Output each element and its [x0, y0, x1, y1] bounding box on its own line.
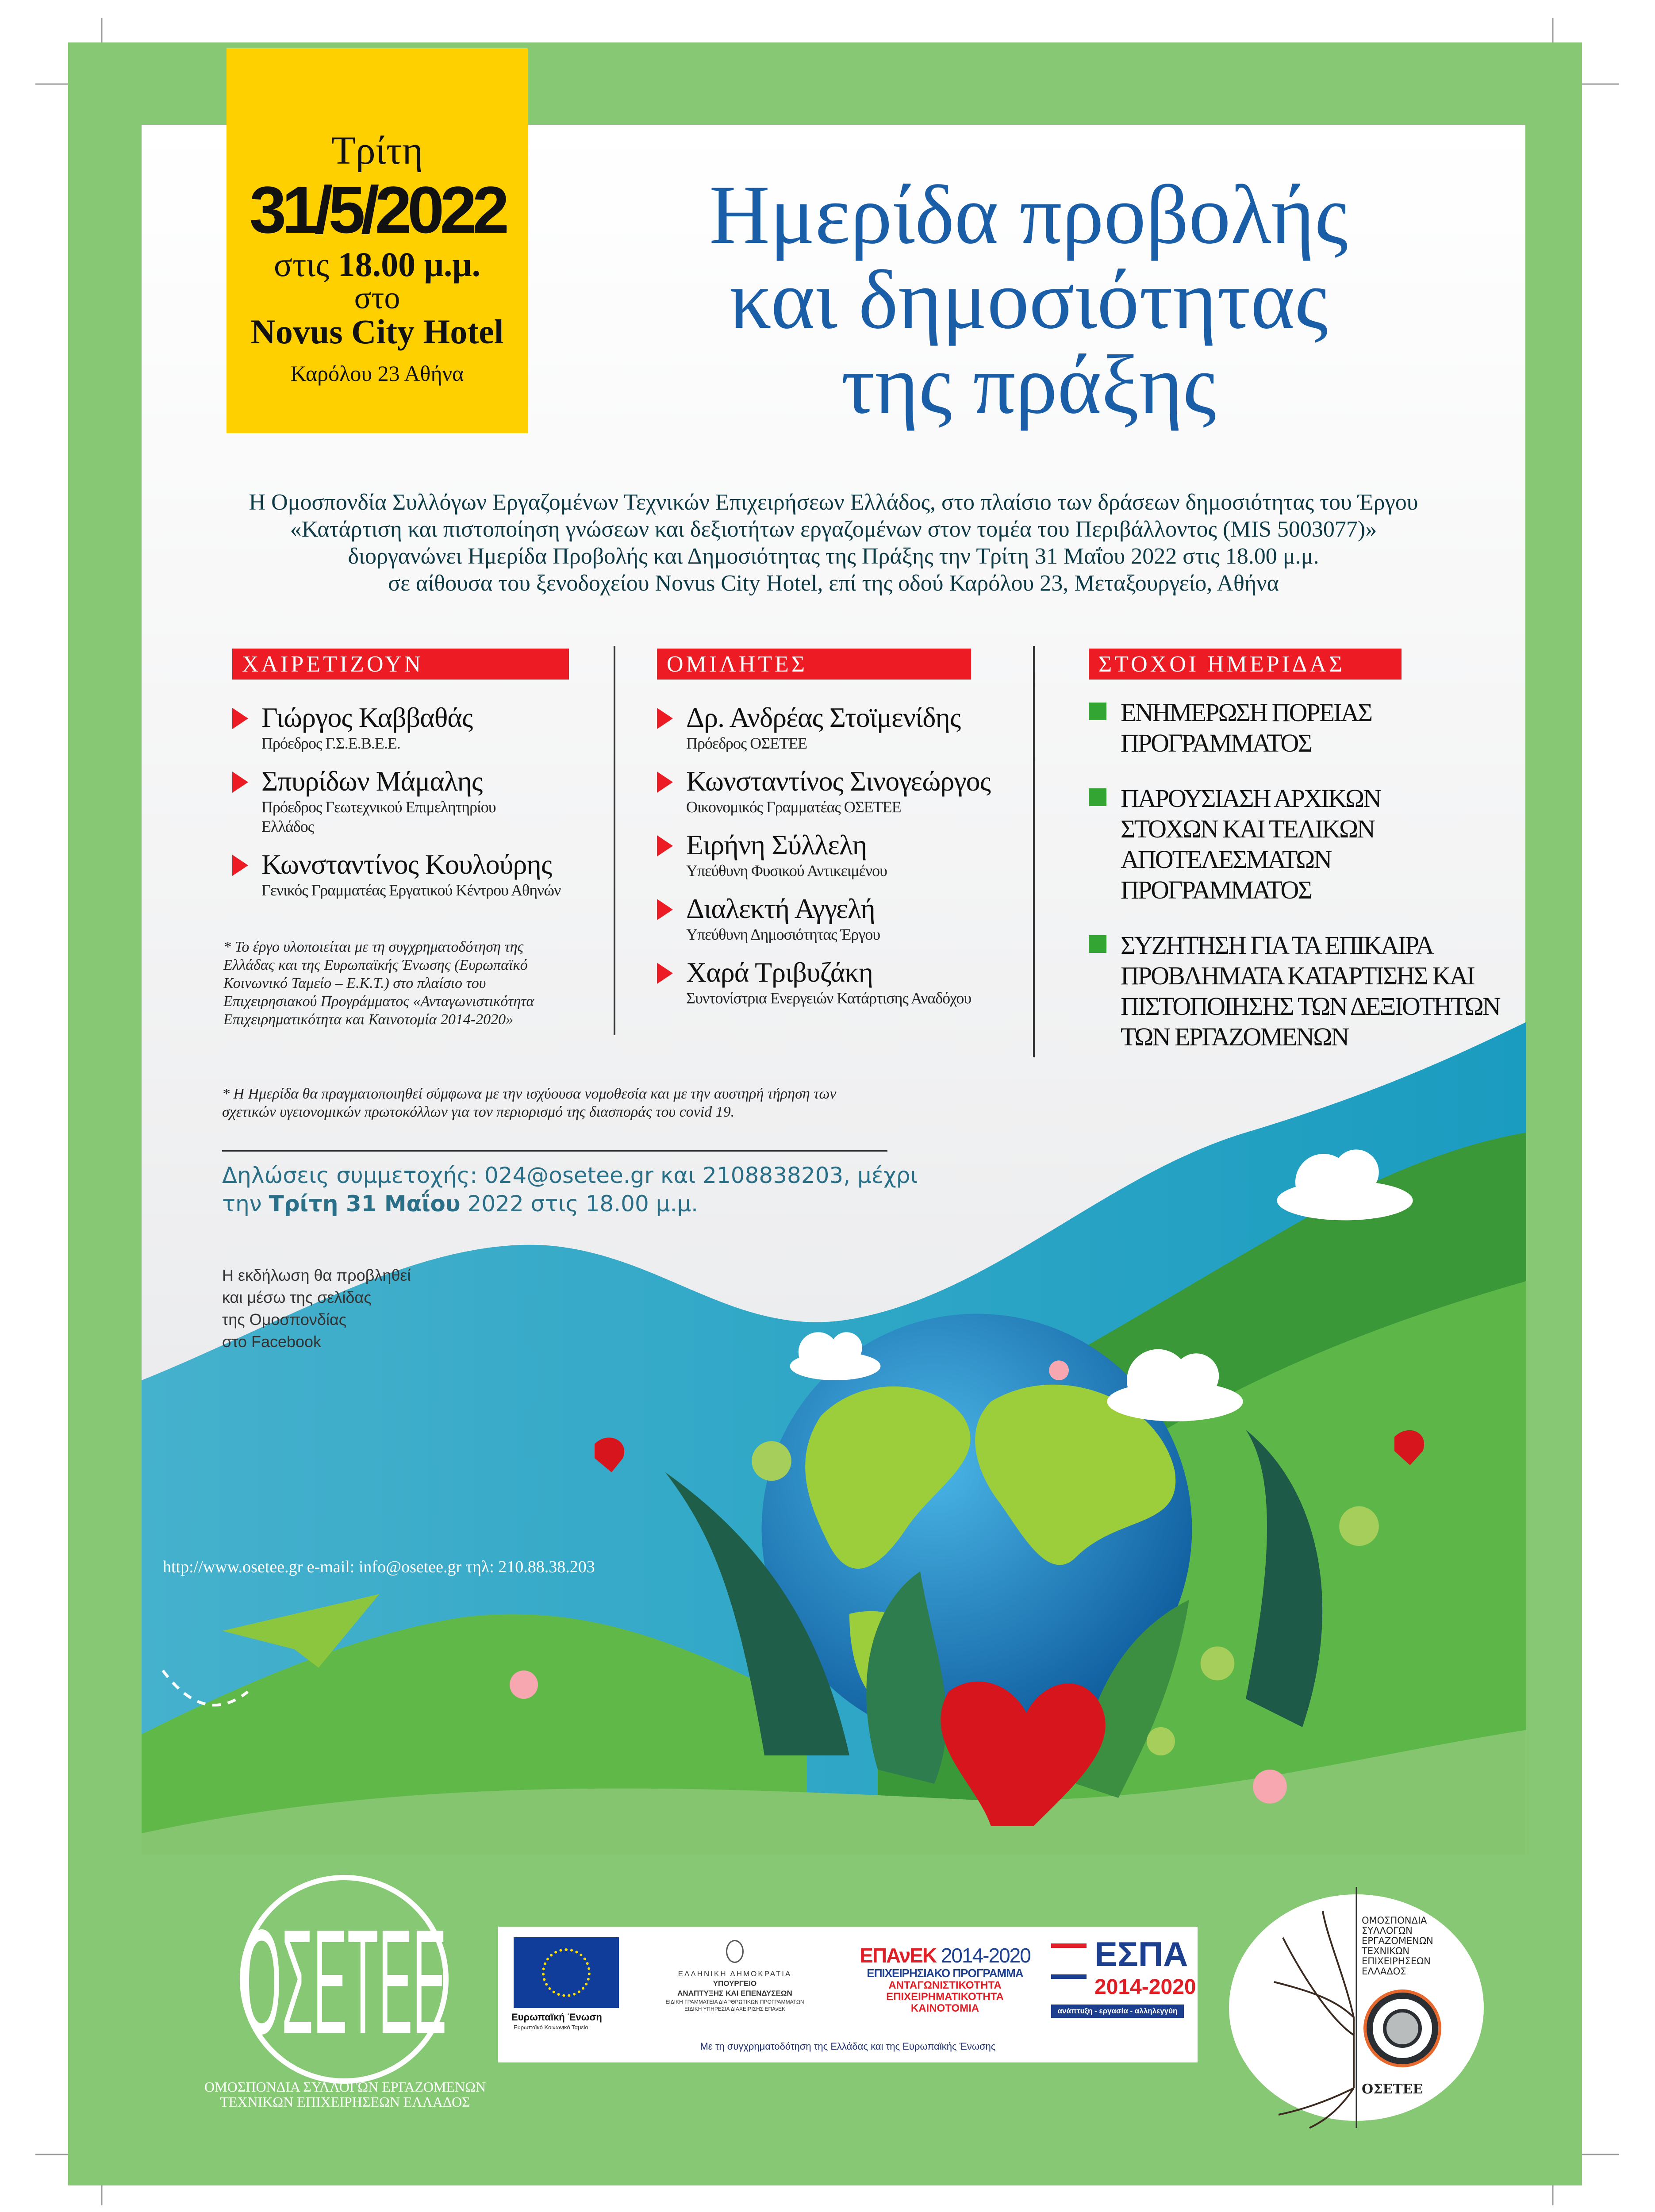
person-name: Χαρά Τριβυζάκη — [686, 956, 873, 988]
goals-heading: ΣΤΟΧΟΙ ΗΜΕΡΙΔΑΣ — [1089, 649, 1402, 680]
green-square-icon — [1089, 703, 1106, 720]
person-name: Κωνσταντίνος Σινογεώργος — [686, 765, 991, 797]
epanek-logo — [845, 1944, 1044, 2014]
greetings-heading: ΧΑΙΡΕΤΙΖΟΥΝ — [232, 649, 569, 680]
red-triangle-icon — [657, 772, 673, 793]
espa-tagline: ανάπτυξη - εργασία - αλληλεγγύη — [1051, 2005, 1184, 2018]
greek-emblem-icon — [726, 1940, 744, 1963]
emblem-line: ΣΥΛΛΟΓΩΝ — [1362, 1925, 1413, 1936]
event-day: Τρίτη — [331, 129, 423, 173]
cofinancing-note: Με τη συγχρηματοδότηση της Ελλάδας και της Ευρωπαϊκής Ένωσης — [700, 2041, 996, 2052]
person-name: Γιώργος Καββαθάς — [261, 702, 473, 733]
person-name: Κωνσταντίνος Κουλούρης — [261, 849, 552, 880]
goals-column — [1089, 649, 1500, 1077]
speakers-heading: ΟΜΙΛΗΤΕΣ — [657, 649, 971, 680]
person-role: Πρόεδρος ΟΣΕΤΕΕ — [686, 734, 807, 752]
greeter-item — [232, 702, 586, 753]
epanek-line: ΚΑΙΝΟΤΟΜΙΑ — [910, 2002, 979, 2014]
person-role: Οικονομικός Γραμματέας ΟΣΕΤΕΕ — [686, 798, 901, 816]
espa-brand: ΕΣΠΑ — [1094, 1935, 1188, 1974]
red-triangle-icon — [657, 899, 673, 920]
title-line: της πράξης — [841, 338, 1217, 431]
greeter-item — [232, 765, 586, 836]
greeter-item — [232, 849, 586, 900]
speaker-item — [657, 702, 1024, 753]
gr-line: ΕΙΔΙΚΗ ΥΠΗΡΕΣΙΑ ΔΙΑΧΕΙΡΙΣΗΣ ΕΠΑνΕΚ — [684, 2006, 785, 2012]
contact-line[interactable]: http://www.osetee.gr e-mail: info@osetee.gr τηλ: 210.88.38.203 — [163, 1558, 595, 1576]
speaker-item — [657, 956, 1024, 1008]
speaker-item — [657, 893, 1024, 944]
osetee-logo — [242, 1878, 447, 2081]
eu-sub: Ευρωπαϊκό Κοινωνικό Ταμείο — [514, 2024, 588, 2031]
goal-item — [1089, 783, 1430, 905]
speaker-item — [657, 829, 1024, 880]
emblem-line: ΟΜΟΣΠΟΝΔΙΑ — [1362, 1915, 1427, 1926]
eu-flag-icon — [514, 1937, 619, 2008]
red-triangle-icon — [232, 772, 248, 793]
goal-text: ΣΥΖΗΤΗΣΗ ΓΙΑ ΤΑ ΕΠΙΚΑΙΡΑ ΠΡΟΒΛΗΜΑΤΑ ΚΑΤΑΡΤΙΣΗΣ ΚΑΙ ΠΙΣΤΟΠΟΙΗΣΗΣ ΤΩΝ ΔΕΞΙΟΤΗΤΩΝ ΤΩΝ ΕΡΓΑΖΟΜΕΝΩΝ — [1121, 931, 1500, 1051]
facebook-note-line: στο Facebook — [222, 1333, 322, 1351]
emblem-line: ΕΡΓΑΖΟΜΕΝΩΝ — [1362, 1936, 1433, 1946]
gr-line: ΑΝΑΠΤΥΞΗΣ ΚΑΙ ΕΠΕΝΔΥΣΕΩΝ — [677, 1989, 792, 1997]
goal-item — [1089, 697, 1430, 758]
red-triangle-icon — [232, 708, 248, 729]
osetee-logo-text: ΟΣΕΤΕΕ — [242, 1899, 447, 2065]
espa-waves-icon — [1051, 1943, 1087, 1979]
title-line: και δημοσιότητας — [729, 253, 1328, 346]
intro-line: σε αίθουσα του ξενοδοχείου Novus City Hotel, επί της οδού Καρόλου 23, Μεταξουργείο, Αθήνα — [388, 571, 1279, 596]
goal-text: ΠΑΡΟΥΣΙΑΣΗ ΑΡΧΙΚΩΝ ΣΤΟΧΩΝ ΚΑΙ ΤΕΛΙΚΩΝ ΑΠΟΤΕΛΕΣΜΑΤΩΝ ΠΡΟΓΡΑΜΜΑΤΟΣ — [1121, 784, 1381, 904]
speaker-item — [657, 765, 1024, 817]
gr-line: ΕΛΛΗΝΙΚΗ ΔΗΜΟΚΡΑΤΙΑ — [678, 1970, 792, 1978]
column-divider — [614, 646, 615, 1035]
event-date-box — [227, 48, 528, 433]
caption-line: ΟΜΟΣΠΟΝΔΙΑ ΣΥΛΛΟΓΩΝ ΕΡΓΑΖΟΜΕΝΩΝ — [204, 2079, 486, 2095]
intro-line: διοργανώνει Ημερίδα Προβολής και Δημοσιότητας της Πράξης την Τρίτη 31 Μαΐου 2022 στις 18.00 μ.μ. — [348, 544, 1319, 569]
emblem-text — [1362, 1916, 1433, 1977]
speakers-column — [657, 649, 1024, 1020]
eu-label: Ευρωπαϊκή Ένωση — [511, 2012, 602, 2023]
page-title — [575, 169, 1482, 431]
emblem-name: ΟΣΕΤΕΕ — [1362, 2081, 1423, 2097]
epanek-line: ΕΠΙΧΕΙΡΗΣΙΑΚΟ ΠΡΟΓΡΑΜΜΑ — [867, 1966, 1023, 1980]
facebook-note-line: της Ομοσπονδίας — [222, 1310, 347, 1329]
person-name: Διαλεκτή Αγγελή — [686, 893, 875, 924]
section-divider — [222, 1150, 887, 1152]
intro-line: Η Ομοσπονδία Συλλόγων Εργαζομένων Τεχνικών Επιχειρήσεων Ελλάδος, στο πλαίσιο των δράσεων δημοσιότητας του Έργου — [249, 490, 1418, 515]
caption-line: ΤΕΧΝΙΚΩΝ ΕΠΙΧΕΙΡΗΣΕΩΝ ΕΛΛΑΔΟΣ — [220, 2094, 470, 2110]
funding-footnote: * Το έργο υλοποιείται με τη συγχρηματοδότηση της Ελλάδας και της Ευρωπαϊκής Ένωσης (Ευρωπαϊκό Κοινωνικό Ταμείο – Ε.Κ.Τ.) στο πλαίσιο του Επιχειρησιακού Προγράμματος «Ανταγωνιστικότητα Επιχειρηματικότητα και Καινοτομία 2014-2020» — [223, 939, 534, 1028]
person-name: Σπυρίδων Μάμαλης — [261, 765, 483, 797]
registration-line: Δηλώσεις συμμετοχής: 024@osetee.gr και 2108838203, μέχρι — [222, 1163, 918, 1188]
red-triangle-icon — [232, 855, 248, 876]
epanek-brand: ΕΠΑνΕΚ — [860, 1944, 937, 1967]
registration-prefix: την — [222, 1191, 262, 1217]
covid-footnote: * Η Ημερίδα θα πραγματοποιηθεί σύμφωνα με την ισχύουσα νομοθεσία και με την αυστηρή τήρηση των σχετικών υγειονομικών πρωτοκόλλων για τον περιορισμό της διασποράς του covid 19. — [222, 1086, 837, 1120]
green-square-icon — [1089, 788, 1106, 806]
person-role: Υπεύθυνη Δημοσιότητας Έργου — [686, 926, 880, 943]
facebook-note-line: και μέσω της σελίδας — [222, 1288, 372, 1306]
goal-item — [1089, 930, 1510, 1052]
person-role: Συντονίστρια Ενεργειών Κατάρτισης Αναδόχου — [686, 989, 971, 1007]
time-prefix: στις — [273, 245, 330, 284]
goal-text: ΕΝΗΜΕΡΩΣΗ ΠΟΡΕΙΑΣ ΠΡΟΓΡΑΜΜΑΤΟΣ — [1121, 698, 1372, 757]
event-address: Καρόλου 23 Αθήνα — [290, 361, 464, 386]
person-role: Υπεύθυνη Φυσικού Αντικειμένου — [686, 862, 887, 879]
facebook-note — [222, 1264, 411, 1353]
funding-logos-bar — [498, 1927, 1198, 2062]
event-date: 31/5/2022 — [249, 173, 505, 247]
intro-paragraph — [142, 489, 1525, 597]
person-name: Δρ. Ανδρέας Στοϊμενίδης — [686, 702, 961, 733]
epanek-line: ΕΠΙΧΕΙΡΗΜΑΤΙΚΟΤΗΤΑ — [886, 1991, 1004, 2003]
emblem-line: ΕΠΙΧΕΙΡΗΣΕΩΝ — [1362, 1956, 1431, 1966]
person-role: Πρόεδρος Γ.Σ.Ε.Β.Ε.Ε. — [261, 734, 400, 752]
time-value: 18.00 μ.μ. — [338, 245, 481, 284]
epanek-line: ΑΝΤΑΓΩΝΙΣΤΙΚΟΤΗΤΑ — [888, 1979, 1002, 1991]
column-divider — [1033, 646, 1035, 1057]
epanek-years: 2014-2020 — [941, 1944, 1030, 1967]
person-name: Ειρήνη Σύλλελη — [686, 829, 867, 860]
gr-line: ΥΠΟΥΡΓΕΙΟ — [713, 1979, 757, 1988]
intro-line: «Κατάρτιση και πιστοποίηση γνώσεων και δεξιοτήτων εργαζομένων στον τομέα του Περιβάλλοντος (MIS 5003077)» — [290, 517, 1377, 542]
person-role: Πρόεδρος Γεωτεχνικού Επιμελητηρίου Ελλάδος — [261, 798, 496, 835]
espa-years: 2014-2020 — [1094, 1975, 1196, 1999]
green-square-icon — [1089, 935, 1106, 953]
registration-info — [222, 1161, 974, 1218]
person-role: Γενικός Γραμματέας Εργατικού Κέντρου Αθηνών — [261, 881, 561, 899]
greetings-column — [232, 649, 586, 912]
event-at: στο — [354, 280, 400, 315]
registration-line — [222, 1190, 974, 1218]
osetee-caption — [159, 2079, 531, 2109]
title-line: Ημερίδα προβολής — [709, 169, 1348, 261]
event-time — [227, 246, 528, 283]
red-triangle-icon — [657, 963, 673, 984]
gr-line: ΕΙΔΙΚΗ ΓΡΑΜΜΑΤΕΙΑ ΔΙΑΡΘΡΩΤΙΚΩΝ ΠΡΟΓΡΑΜΜΑΤΩΝ — [665, 1999, 804, 2005]
emblem-line: ΕΛΛΑΔΟΣ — [1362, 1966, 1406, 1977]
facebook-note-line: Η εκδήλωση θα προβληθεί — [222, 1266, 411, 1284]
event-venue: Novus City Hotel — [250, 312, 504, 351]
red-triangle-icon — [657, 708, 673, 729]
registration-suffix: 2022 στις 18.00 μ.μ. — [467, 1191, 699, 1217]
registration-deadline: Τρίτη 31 Μαΐου — [269, 1191, 461, 1217]
red-triangle-icon — [657, 835, 673, 856]
emblem-line: ΤΕΧΝΙΚΩΝ — [1362, 1946, 1409, 1956]
greek-ministry-logo — [631, 1940, 839, 2012]
